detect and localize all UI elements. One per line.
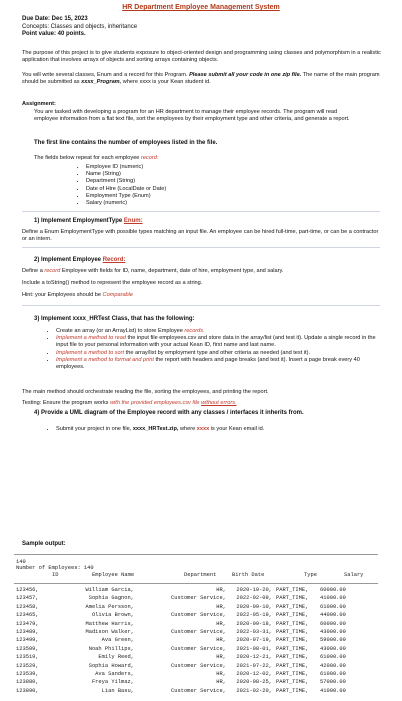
item-tail: records. bbox=[184, 328, 205, 334]
row-date: 2020-09-18, bbox=[236, 620, 272, 627]
section4-list bbox=[46, 426, 386, 433]
row-id: 123890, bbox=[16, 687, 39, 694]
row-salary: 60000.00 bbox=[320, 620, 346, 627]
num-value: Number of Employees: 140 bbox=[16, 565, 94, 571]
row-id: 123529, bbox=[16, 662, 39, 669]
row-id: 123458, bbox=[16, 603, 39, 610]
section2-line1-a: Define a bbox=[22, 268, 43, 274]
list-item: • Salary (numeric) bbox=[86, 200, 386, 207]
table-row bbox=[14, 587, 378, 593]
row-department: HR, bbox=[216, 620, 226, 627]
section1-enum-link[interactable]: Enum: bbox=[123, 218, 143, 224]
row-id: 123880, bbox=[16, 679, 39, 686]
point-value: Point value: 40 points. bbox=[22, 31, 86, 38]
item-red: Implement a method to format and print bbox=[56, 356, 154, 363]
page-title: HR Department Employee Management System bbox=[122, 4, 280, 11]
header-name: Employee Name bbox=[92, 572, 135, 578]
header-block bbox=[22, 16, 382, 39]
item-red: Implement a method to sort bbox=[56, 349, 125, 356]
concepts bbox=[22, 24, 382, 32]
row-salary: 43000.00 bbox=[320, 629, 346, 635]
section2-line2: Include a toString() method to represent the employee record as a string. bbox=[22, 280, 203, 286]
due-date: Due Date: Dec 15, 2023 bbox=[22, 16, 88, 22]
row-name: Olivia Brown, bbox=[91, 612, 134, 619]
section2-heading bbox=[34, 257, 125, 265]
row-department: Customer Service, bbox=[171, 687, 226, 694]
header-department: Department bbox=[184, 572, 217, 578]
table-row bbox=[14, 663, 378, 669]
row-name: Sophia Gagnon, bbox=[88, 595, 134, 602]
row-department: HR, bbox=[216, 637, 226, 644]
row-type: PART_TIME, bbox=[276, 645, 309, 652]
row-type: PART_TIME, bbox=[276, 654, 309, 661]
row-name: Noah Phillips, bbox=[88, 645, 134, 652]
section2-line1 bbox=[22, 268, 382, 275]
fields-intro-text: The fields below repeat for each employee bbox=[34, 155, 140, 161]
item-text: the report with headers and page breaks (and test it). Insert a page break every 40 employees. bbox=[56, 356, 360, 371]
row-salary: 43000.00 bbox=[320, 645, 346, 652]
count-value: 140 bbox=[16, 559, 26, 565]
row-name: Matthew Harris, bbox=[85, 620, 134, 627]
fields-list bbox=[76, 164, 386, 207]
row-name: Lian Basu, bbox=[101, 687, 134, 694]
section1-text: Define a Enum EmploymentType with possible types matching an input file. An employee can be hired full-time, part-time, or can be a contractor or an intern. bbox=[22, 229, 379, 243]
first-line-note: The first line contains the number of employees listed in the file. bbox=[34, 140, 218, 146]
row-name: Ava Sanders, bbox=[95, 671, 134, 677]
write-text-2: The name of the main program should be submitted as bbox=[22, 72, 380, 86]
row-name: Sophia Howard, bbox=[88, 662, 134, 669]
row-type: PART_TIME, bbox=[276, 620, 309, 627]
table-row bbox=[14, 654, 378, 660]
header-id: ID bbox=[52, 572, 59, 578]
concepts-text: Concepts: Classes and objects, inheritance bbox=[22, 23, 138, 30]
row-date: 2021-08-01, bbox=[236, 645, 272, 652]
list-item: • Date of Hire (LocalDate or Date) bbox=[86, 186, 386, 193]
testing-file: with the provided employees.csv file bbox=[110, 400, 200, 406]
section2-line1-b: Employee with fields for ID, name, department, date of hire, employment type, and salary. bbox=[61, 268, 284, 274]
write-bold: Please submit all your code in one zip file. bbox=[189, 72, 302, 78]
row-department: Customer Service, bbox=[171, 645, 226, 652]
row-salary: 61000.00 bbox=[320, 603, 346, 610]
section2-heading-text: 2) Implement Employee bbox=[34, 257, 102, 263]
row-salary: 41000.00 bbox=[320, 687, 346, 694]
section4-heading: 4) Provide a UML diagram of the Employee record with any classes / interfaces it inherits from. bbox=[34, 410, 304, 416]
section2-line3 bbox=[22, 292, 382, 299]
row-salary: 60000.00 bbox=[320, 587, 346, 593]
row-id: 123539, bbox=[16, 671, 39, 677]
section2-record-word: record bbox=[44, 268, 61, 274]
row-name: Freya Yilmaz, bbox=[91, 679, 134, 686]
section3-heading: 3) Implement xxxx_HRTest Class, that has the following: bbox=[34, 316, 195, 322]
row-id: 123499, bbox=[16, 637, 39, 644]
section1-heading-text: 1) Implement EmploymentType bbox=[34, 218, 123, 224]
program-file-name: xxxx_Program, bbox=[81, 79, 122, 86]
row-date: 2020-12-02, bbox=[236, 671, 272, 677]
row-date: 2020-07-19, bbox=[236, 637, 272, 644]
header-divider bbox=[14, 583, 378, 584]
row-date: 2020-12-21, bbox=[236, 654, 272, 661]
row-department: HR, bbox=[216, 654, 226, 661]
row-salary: 61000.00 bbox=[320, 671, 346, 677]
section3-main: The main method should orchestrate reading the file, sorting the employees, and printing the report. bbox=[22, 389, 269, 395]
row-id: 123519, bbox=[16, 654, 39, 661]
row-department: HR, bbox=[216, 679, 226, 686]
row-department: HR, bbox=[216, 603, 226, 610]
row-type: PART_TIME, bbox=[276, 612, 309, 619]
row-id: 123479, bbox=[16, 620, 39, 627]
table-row bbox=[14, 679, 378, 685]
fields-record-word: record: bbox=[140, 155, 159, 161]
row-department: HR, bbox=[216, 671, 226, 677]
header-birth-date: Birth Date bbox=[232, 572, 265, 578]
row-id: 123457, bbox=[16, 595, 39, 602]
num-line bbox=[14, 565, 378, 571]
row-salary: 57000.00 bbox=[320, 679, 346, 686]
table-row bbox=[14, 688, 378, 694]
table-row bbox=[14, 612, 378, 618]
divider bbox=[22, 211, 380, 212]
item-text: Create an array (or an ArrayList) to store Employee bbox=[56, 328, 183, 334]
row-salary: 41000.00 bbox=[320, 595, 346, 602]
row-department: Customer Service, bbox=[171, 612, 226, 619]
row-date: 2022-02-09, bbox=[236, 595, 272, 602]
row-type: PART_TIME, bbox=[276, 662, 309, 669]
testing-errors: without errors. bbox=[201, 400, 237, 406]
item-red: Implement a method to read bbox=[56, 335, 126, 342]
row-type: PART_TIME, bbox=[276, 603, 309, 610]
assignment-text: You are tasked with developing a program for an HR department to manage their employee records. The program will read employee information from a flat text file, sort the employees by their employment type and other criteria, and generate a report. bbox=[34, 109, 350, 123]
write-paragraph bbox=[22, 72, 382, 86]
assignment-heading: Assignment: bbox=[22, 101, 56, 107]
row-salary: 42000.00 bbox=[320, 662, 346, 669]
purpose-paragraph: The purpose of this project is to give students exposure to object-oriented design and programming using classes and polymorphism in a realistic application that involves arrays of objects and sorting arrays containing objects. bbox=[22, 50, 381, 64]
row-date: 2022-05-19, bbox=[236, 612, 272, 619]
row-department: Customer Service, bbox=[171, 629, 226, 635]
testing-text: Testing: Ensure the program works bbox=[22, 400, 109, 406]
row-id: 123509, bbox=[16, 645, 39, 652]
list-item bbox=[56, 426, 386, 433]
list-item: • Employment Type (Enum) bbox=[86, 193, 386, 200]
section2-line3-a: Hint: your Employees should be bbox=[22, 292, 101, 298]
row-name: Ava Green, bbox=[101, 637, 134, 644]
list-item: • Department (String) bbox=[86, 178, 386, 185]
comparable-word: Comparable bbox=[102, 292, 134, 298]
item-text: the input file employees.csv and store data in the array/list (and test it). Update a single record in the input file to your personal information with your actual Kean ID, first name and last name. bbox=[56, 335, 376, 349]
row-date: 2022-03-31, bbox=[236, 629, 272, 635]
section1-heading bbox=[34, 218, 143, 226]
header-type: Type bbox=[304, 572, 317, 578]
row-name: Madison Walker, bbox=[85, 629, 134, 635]
sample-heading: Sample output: bbox=[22, 541, 66, 547]
row-department: Customer Service, bbox=[171, 662, 226, 669]
row-salary: 59000.00 bbox=[320, 637, 346, 644]
section2-record-link[interactable]: Record: bbox=[102, 257, 126, 263]
row-type: PART_TIME, bbox=[276, 595, 309, 602]
row-type: PART_TIME, bbox=[276, 637, 309, 644]
section3-list bbox=[46, 328, 386, 371]
list-item: • Employee ID (numeric) bbox=[86, 164, 386, 171]
submit-id: xxxx bbox=[196, 426, 210, 432]
row-id: 123456, bbox=[16, 587, 39, 593]
divider bbox=[22, 247, 380, 248]
table-row bbox=[14, 646, 378, 652]
list-item bbox=[56, 328, 386, 335]
row-type: PART_TIME, bbox=[276, 587, 309, 593]
header-salary: Salary bbox=[344, 572, 364, 578]
list-item bbox=[56, 357, 386, 371]
table-row bbox=[14, 595, 378, 601]
list-item: • Name (String) bbox=[86, 171, 386, 178]
list-item bbox=[56, 350, 386, 357]
divider bbox=[22, 305, 380, 306]
list-item bbox=[56, 335, 386, 349]
table-row bbox=[14, 621, 378, 627]
item-text: the array/list by employment type and other criteria as needed (and test it). bbox=[125, 349, 311, 356]
row-type: PART_TIME, bbox=[276, 629, 309, 635]
table-row bbox=[14, 629, 378, 635]
sample-output bbox=[14, 554, 378, 701]
row-salary: 61000.00 bbox=[320, 654, 346, 661]
row-name: William Garcia, bbox=[85, 587, 134, 593]
section3-testing bbox=[22, 400, 382, 407]
row-date: 2020-08-25, bbox=[236, 679, 272, 686]
submit-text-a: Submit your project in one file, bbox=[56, 426, 132, 432]
table-row bbox=[14, 671, 378, 677]
row-date: 2020-10-20, bbox=[236, 587, 272, 593]
write-text-1: You will write several classes, Enum and a record for this Program. bbox=[22, 72, 188, 78]
row-name: Amelia Persson, bbox=[85, 603, 134, 610]
table-row bbox=[14, 637, 378, 643]
fields-intro bbox=[34, 155, 374, 162]
row-id: 123489, bbox=[16, 629, 39, 635]
table-row bbox=[14, 604, 378, 610]
row-id: 123465, bbox=[16, 612, 39, 619]
submit-text-e: is your Kean email id. bbox=[210, 426, 265, 432]
row-department: Customer Service, bbox=[171, 595, 226, 602]
row-department: HR, bbox=[216, 587, 226, 593]
row-date: 2021-02-20, bbox=[236, 687, 272, 694]
header-row bbox=[14, 572, 378, 578]
write-text-3: where xxxx is your Kean student id. bbox=[122, 79, 211, 86]
row-salary: 44000.00 bbox=[320, 612, 346, 619]
submit-file: xxxx_HRTest.zip, bbox=[132, 426, 179, 432]
submit-text-c: where bbox=[179, 426, 196, 432]
row-date: 2020-09-10, bbox=[236, 603, 272, 610]
row-date: 2021-07-22, bbox=[236, 662, 272, 669]
row-type: PART_TIME, bbox=[276, 679, 309, 686]
row-name: Emily Reed, bbox=[98, 654, 134, 661]
row-type: PART_TIME, bbox=[276, 671, 309, 677]
row-type: PART_TIME, bbox=[276, 687, 309, 694]
